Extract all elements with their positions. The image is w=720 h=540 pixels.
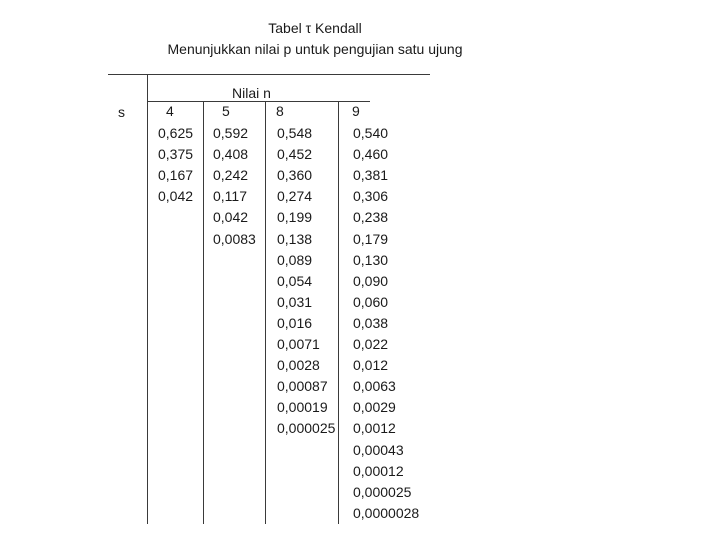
- p-value-cell: 0,012: [353, 357, 389, 374]
- p-value-cell: 0,460: [353, 146, 389, 163]
- p-value-cell: 0,117: [213, 188, 247, 205]
- p-value-cell: 0,360: [277, 167, 313, 184]
- p-value-cell: 0,199: [277, 209, 313, 226]
- p-value-cell: 0,00019: [277, 399, 328, 416]
- p-value-cell: 0,000025: [353, 483, 412, 500]
- table-title: Tabel τ Kendall: [268, 20, 362, 36]
- table-subtitle: Menunjukkan nilai p untuk pengujian satu ujung: [167, 41, 463, 57]
- p-value-cell: 0,0029: [353, 399, 396, 416]
- p-value-cell: 0,00012: [353, 462, 404, 479]
- p-value-cell: 0,0071: [277, 336, 320, 352]
- p-value-cell: 0,038: [353, 314, 389, 331]
- p-value-cell: 0,0063: [353, 378, 396, 395]
- p-value-cell: 0,381: [353, 167, 389, 184]
- column-divider: [147, 74, 148, 524]
- p-value-cell: 0,238: [353, 209, 389, 226]
- p-value-cell: 0,042: [158, 188, 194, 205]
- table-top-border: [108, 74, 430, 75]
- p-value-cell: 0,042: [213, 209, 249, 226]
- p-value-cell: 0,179: [353, 230, 389, 247]
- row-header: s: [118, 104, 125, 120]
- p-value-cell: 0,408: [213, 146, 249, 163]
- p-value-cell: 0,375: [158, 146, 194, 163]
- p-value-cell: 0,060: [353, 293, 389, 310]
- p-value-cell: 0,00087: [277, 378, 328, 395]
- p-value-cell: 0,031: [277, 293, 313, 310]
- p-value-cell: 0,089: [277, 251, 313, 268]
- p-value-cell: 0,138: [277, 230, 313, 247]
- p-value-cell: 0,548: [277, 125, 313, 141]
- p-value-cell: 0,022: [353, 336, 389, 352]
- p-value-cell: 0,306: [353, 188, 389, 205]
- p-value-cell: 0,242: [213, 167, 249, 184]
- p-value-cell: 0,0000028: [353, 504, 420, 521]
- column-divider: [338, 101, 339, 524]
- group-header: Nilai n: [232, 85, 271, 101]
- p-value-cell: 0,452: [277, 146, 313, 163]
- p-value-cell: 0,540: [353, 125, 389, 141]
- n-header: 4: [166, 103, 174, 119]
- p-value-cell: 0,0083: [213, 230, 256, 247]
- n-header: 9: [352, 103, 360, 119]
- p-value-cell: 0,054: [277, 272, 313, 289]
- p-value-cell: 0,0028: [277, 357, 320, 374]
- p-value-cell: 0,016: [277, 314, 313, 331]
- n-header: 5: [222, 103, 230, 119]
- column-divider: [203, 101, 204, 524]
- p-value-cell: 0,167: [158, 167, 194, 184]
- p-value-cell: 0,625: [158, 125, 194, 141]
- n-header: 8: [276, 103, 284, 119]
- p-value-cell: 0,274: [277, 188, 313, 205]
- p-value-cell: 0,000025: [277, 420, 336, 437]
- header-underline: [148, 101, 370, 102]
- p-value-cell: 0,0012: [353, 420, 396, 437]
- p-value-cell: 0,592: [213, 125, 249, 141]
- p-value-cell: 0,00043: [353, 441, 404, 458]
- column-divider: [265, 101, 266, 524]
- p-value-cell: 0,130: [353, 251, 389, 268]
- p-value-cell: 0,090: [353, 272, 389, 289]
